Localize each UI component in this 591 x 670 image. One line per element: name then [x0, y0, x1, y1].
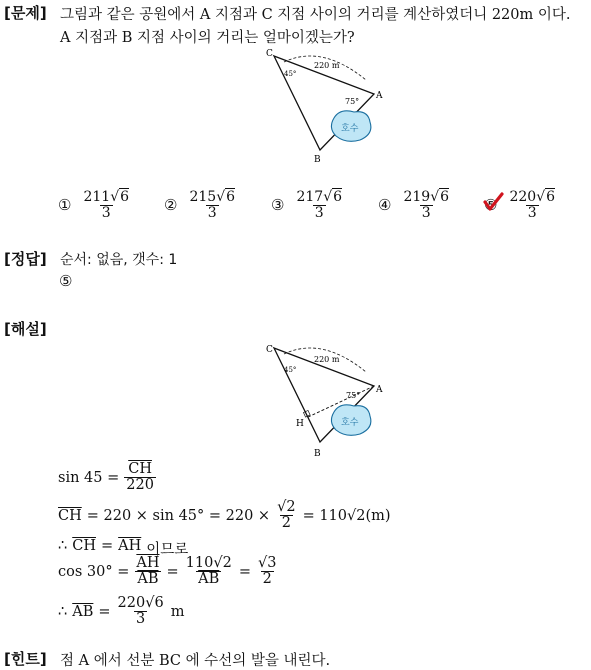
answer-meta: 순서: 없음, 갯수: 1 [60, 252, 178, 268]
problem-line-2: A 지점과 B 지점 사이의 거리는 얼마이겠는가? [60, 30, 355, 46]
vertex-c-label: C [266, 49, 273, 59]
solution-lake-label: 호수 [341, 418, 359, 428]
solution-angle-a-label: 75° [346, 391, 361, 400]
choice-5-number: ⑤ [484, 196, 498, 215]
choice-2-number: ② [164, 196, 178, 215]
solution-label: [해설] [4, 320, 47, 338]
angle-a-label: 75° [345, 97, 360, 106]
choice-1-number: ① [58, 196, 72, 215]
solution-angle-c-label: 45° [284, 366, 297, 374]
choice-4-value: $\frac{219√6}{3}$ [403, 189, 450, 221]
hint-label: [힌트] [4, 650, 47, 668]
choice-3-value: $\frac{217√6}{3}$ [296, 189, 343, 221]
solution-vertex-b-label: B [314, 449, 321, 459]
problem-line-1: 그림과 같은 공원에서 A 지점과 C 지점 사이의 거리를 계산하였더니 220m 이다. [60, 7, 571, 23]
solution-triangle-figure [262, 338, 392, 460]
choice-1[interactable] [58, 190, 131, 220]
choice-5[interactable] [484, 190, 557, 220]
choice-2[interactable] [164, 190, 237, 220]
vertex-a-label: A [376, 91, 383, 101]
answer-label: [정답] [4, 250, 47, 268]
choice-3[interactable] [271, 190, 344, 220]
choice-3-number: ③ [271, 196, 285, 215]
solution-side-ca-label: 220 m [314, 355, 340, 364]
checkmark-icon [482, 192, 504, 215]
lake-label: 호수 [341, 124, 359, 134]
solution-vertex-c-label: C [266, 345, 273, 355]
triangle-figure [262, 46, 392, 168]
solution-vertex-a-label: A [376, 385, 383, 395]
choice-1-value: $\frac{211√6}{3}$ [83, 189, 130, 221]
choice-4-number: ④ [378, 196, 392, 215]
vertex-b-label: B [314, 155, 321, 165]
angle-c-label: 45° [284, 70, 297, 78]
choice-2-value: $\frac{215√6}{3}$ [189, 189, 236, 221]
problem-label: [문제] [4, 4, 47, 22]
solution-line-3: ∴ $\overline{CH}$ = $\overline{AH}$ 이므로 [58, 538, 189, 558]
solution-line-5: ∴ $\overline{AB}$ = $\frac{220√6}{3}$ m [58, 595, 185, 628]
solution-vertex-h-label: H [296, 419, 304, 429]
solution-line-2: $\overline{CH}$ = 220 × sin 45° = 220 × $\frac{√2}{2}$ = 110√2(m) [58, 499, 391, 532]
side-ca-label: 220 m [314, 61, 340, 70]
choice-5-value: $\frac{220√6}{3}$ [509, 189, 556, 221]
hint-text: 점 A 에서 선분 BC 에 수선의 발을 내린다. [60, 653, 331, 669]
choice-4[interactable] [378, 190, 451, 220]
answer-value: ⑤ [59, 272, 73, 290]
solution-line-4: cos 30° = $\frac{\overline{AH}}{AB}$ = $\frac{110√2}{AB}$ = $\frac{√3}{2}$ [58, 555, 277, 588]
solution-line-1: sin 45 = $\frac{\overline{CH}}{220}$ [58, 461, 154, 494]
